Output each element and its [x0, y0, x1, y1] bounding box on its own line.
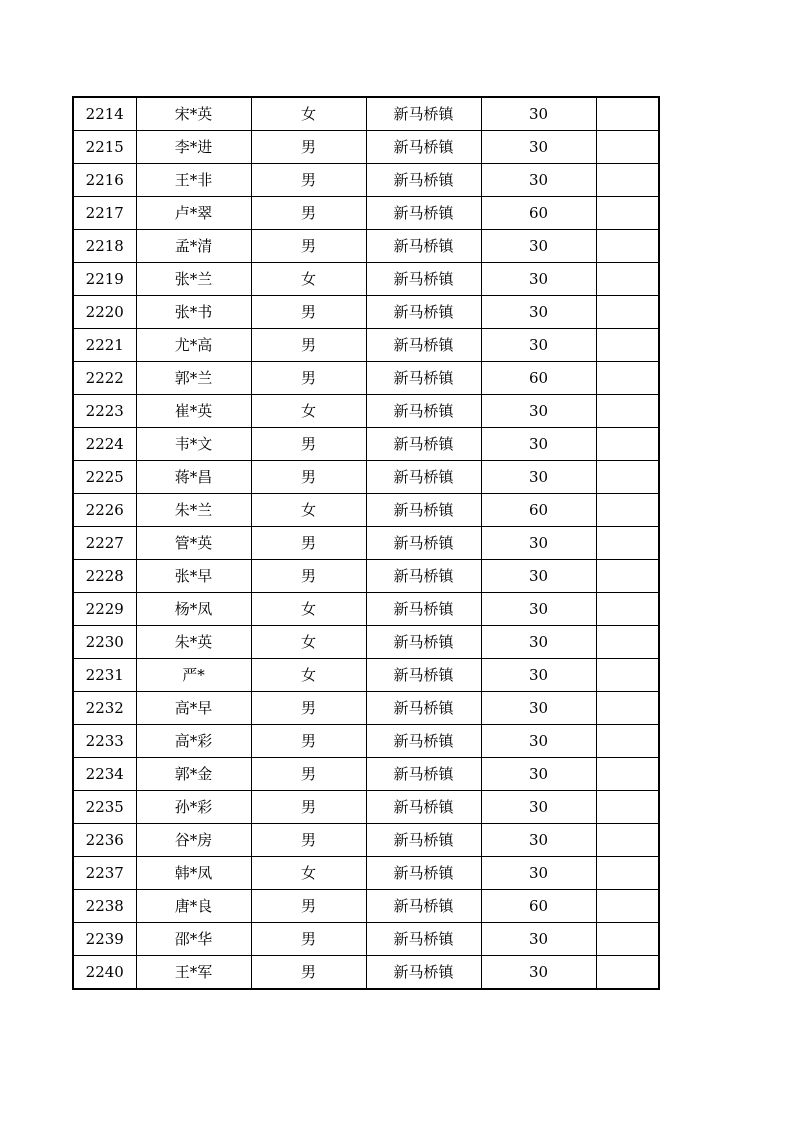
row-number-cell: 2216 — [73, 164, 136, 197]
name-cell: 孟*清 — [136, 230, 251, 263]
name-cell: 杨*凤 — [136, 593, 251, 626]
note-cell — [596, 362, 659, 395]
row-number-cell: 2230 — [73, 626, 136, 659]
town-cell: 新马桥镇 — [366, 890, 481, 923]
amount-cell: 30 — [481, 956, 596, 990]
row-number-cell: 2222 — [73, 362, 136, 395]
table-row — [73, 725, 659, 758]
table-row — [73, 593, 659, 626]
row-number-cell: 2232 — [73, 692, 136, 725]
table-row — [73, 230, 659, 263]
town-cell: 新马桥镇 — [366, 329, 481, 362]
row-number-cell: 2223 — [73, 395, 136, 428]
amount-cell: 30 — [481, 329, 596, 362]
town-cell: 新马桥镇 — [366, 758, 481, 791]
amount-cell: 30 — [481, 824, 596, 857]
amount-cell: 30 — [481, 725, 596, 758]
note-cell — [596, 725, 659, 758]
note-cell — [596, 692, 659, 725]
amount-cell: 30 — [481, 593, 596, 626]
amount-cell: 30 — [481, 659, 596, 692]
table-row — [73, 131, 659, 164]
table-row — [73, 560, 659, 593]
table-body — [73, 97, 659, 989]
gender-cell: 男 — [251, 791, 366, 824]
amount-cell: 30 — [481, 263, 596, 296]
amount-cell: 30 — [481, 164, 596, 197]
row-number-cell: 2221 — [73, 329, 136, 362]
town-cell: 新马桥镇 — [366, 230, 481, 263]
note-cell — [596, 461, 659, 494]
table-row — [73, 461, 659, 494]
row-number-cell: 2228 — [73, 560, 136, 593]
name-cell: 蒋*昌 — [136, 461, 251, 494]
table-row — [73, 263, 659, 296]
table-row — [73, 824, 659, 857]
name-cell: 严* — [136, 659, 251, 692]
name-cell: 张*兰 — [136, 263, 251, 296]
row-number-cell: 2220 — [73, 296, 136, 329]
row-number-cell: 2233 — [73, 725, 136, 758]
gender-cell: 男 — [251, 824, 366, 857]
name-cell: 高*早 — [136, 692, 251, 725]
note-cell — [596, 824, 659, 857]
note-cell — [596, 97, 659, 131]
amount-cell: 30 — [481, 527, 596, 560]
name-cell: 韦*文 — [136, 428, 251, 461]
table-row — [73, 296, 659, 329]
table-row — [73, 890, 659, 923]
amount-cell: 30 — [481, 626, 596, 659]
note-cell — [596, 494, 659, 527]
gender-cell: 男 — [251, 923, 366, 956]
note-cell — [596, 890, 659, 923]
name-cell: 孙*彩 — [136, 791, 251, 824]
note-cell — [596, 626, 659, 659]
row-number-cell: 2237 — [73, 857, 136, 890]
note-cell — [596, 131, 659, 164]
gender-cell: 男 — [251, 560, 366, 593]
gender-cell: 男 — [251, 164, 366, 197]
table-row — [73, 428, 659, 461]
note-cell — [596, 428, 659, 461]
name-cell: 郭*兰 — [136, 362, 251, 395]
amount-cell: 30 — [481, 857, 596, 890]
town-cell: 新马桥镇 — [366, 857, 481, 890]
town-cell: 新马桥镇 — [366, 626, 481, 659]
gender-cell: 女 — [251, 626, 366, 659]
gender-cell: 男 — [251, 527, 366, 560]
gender-cell: 男 — [251, 329, 366, 362]
town-cell: 新马桥镇 — [366, 560, 481, 593]
amount-cell: 30 — [481, 230, 596, 263]
row-number-cell: 2235 — [73, 791, 136, 824]
gender-cell: 女 — [251, 857, 366, 890]
gender-cell: 男 — [251, 362, 366, 395]
amount-cell: 30 — [481, 560, 596, 593]
row-number-cell: 2227 — [73, 527, 136, 560]
gender-cell: 男 — [251, 131, 366, 164]
note-cell — [596, 956, 659, 990]
table-row — [73, 164, 659, 197]
row-number-cell: 2226 — [73, 494, 136, 527]
name-cell: 张*书 — [136, 296, 251, 329]
table-row — [73, 758, 659, 791]
note-cell — [596, 857, 659, 890]
name-cell: 管*英 — [136, 527, 251, 560]
table-row — [73, 395, 659, 428]
town-cell: 新马桥镇 — [366, 197, 481, 230]
gender-cell: 男 — [251, 296, 366, 329]
table-row — [73, 626, 659, 659]
gender-cell: 女 — [251, 395, 366, 428]
note-cell — [596, 923, 659, 956]
town-cell: 新马桥镇 — [366, 362, 481, 395]
name-cell: 张*早 — [136, 560, 251, 593]
town-cell: 新马桥镇 — [366, 659, 481, 692]
table-row — [73, 494, 659, 527]
note-cell — [596, 197, 659, 230]
gender-cell: 女 — [251, 494, 366, 527]
row-number-cell: 2234 — [73, 758, 136, 791]
gender-cell: 男 — [251, 428, 366, 461]
note-cell — [596, 560, 659, 593]
gender-cell: 女 — [251, 263, 366, 296]
row-number-cell: 2229 — [73, 593, 136, 626]
note-cell — [596, 593, 659, 626]
row-number-cell: 2217 — [73, 197, 136, 230]
note-cell — [596, 659, 659, 692]
row-number-cell: 2218 — [73, 230, 136, 263]
gender-cell: 男 — [251, 461, 366, 494]
row-number-cell: 2240 — [73, 956, 136, 990]
note-cell — [596, 758, 659, 791]
name-cell: 韩*凤 — [136, 857, 251, 890]
town-cell: 新马桥镇 — [366, 692, 481, 725]
amount-cell: 30 — [481, 692, 596, 725]
name-cell: 唐*良 — [136, 890, 251, 923]
gender-cell: 男 — [251, 197, 366, 230]
table-row — [73, 791, 659, 824]
table-row — [73, 857, 659, 890]
name-cell: 谷*房 — [136, 824, 251, 857]
town-cell: 新马桥镇 — [366, 263, 481, 296]
amount-cell: 60 — [481, 197, 596, 230]
town-cell: 新马桥镇 — [366, 428, 481, 461]
amount-cell: 30 — [481, 461, 596, 494]
town-cell: 新马桥镇 — [366, 824, 481, 857]
gender-cell: 女 — [251, 593, 366, 626]
gender-cell: 男 — [251, 725, 366, 758]
table-row — [73, 956, 659, 990]
table-row — [73, 923, 659, 956]
note-cell — [596, 791, 659, 824]
name-cell: 王*军 — [136, 956, 251, 990]
amount-cell: 60 — [481, 362, 596, 395]
amount-cell: 60 — [481, 890, 596, 923]
amount-cell: 30 — [481, 296, 596, 329]
row-number-cell: 2219 — [73, 263, 136, 296]
gender-cell: 男 — [251, 890, 366, 923]
amount-cell: 30 — [481, 923, 596, 956]
gender-cell: 女 — [251, 97, 366, 131]
amount-cell: 30 — [481, 791, 596, 824]
amount-cell: 30 — [481, 97, 596, 131]
town-cell: 新马桥镇 — [366, 527, 481, 560]
town-cell: 新马桥镇 — [366, 131, 481, 164]
row-number-cell: 2231 — [73, 659, 136, 692]
table-row — [73, 329, 659, 362]
table-row — [73, 362, 659, 395]
note-cell — [596, 527, 659, 560]
town-cell: 新马桥镇 — [366, 956, 481, 990]
table-row — [73, 97, 659, 131]
row-number-cell: 2225 — [73, 461, 136, 494]
name-cell: 尤*高 — [136, 329, 251, 362]
note-cell — [596, 395, 659, 428]
note-cell — [596, 296, 659, 329]
town-cell: 新马桥镇 — [366, 725, 481, 758]
name-cell: 郭*金 — [136, 758, 251, 791]
town-cell: 新马桥镇 — [366, 97, 481, 131]
note-cell — [596, 164, 659, 197]
name-cell: 朱*兰 — [136, 494, 251, 527]
amount-cell: 30 — [481, 428, 596, 461]
town-cell: 新马桥镇 — [366, 461, 481, 494]
note-cell — [596, 329, 659, 362]
row-number-cell: 2214 — [73, 97, 136, 131]
table-row — [73, 197, 659, 230]
gender-cell: 男 — [251, 692, 366, 725]
table-row — [73, 527, 659, 560]
name-cell: 高*彩 — [136, 725, 251, 758]
amount-cell: 30 — [481, 131, 596, 164]
gender-cell: 男 — [251, 956, 366, 990]
amount-cell: 30 — [481, 395, 596, 428]
subsidy-roster-table — [72, 96, 660, 990]
town-cell: 新马桥镇 — [366, 395, 481, 428]
name-cell: 朱*英 — [136, 626, 251, 659]
table-row — [73, 659, 659, 692]
row-number-cell: 2239 — [73, 923, 136, 956]
note-cell — [596, 263, 659, 296]
town-cell: 新马桥镇 — [366, 164, 481, 197]
amount-cell: 60 — [481, 494, 596, 527]
town-cell: 新马桥镇 — [366, 923, 481, 956]
name-cell: 卢*翠 — [136, 197, 251, 230]
name-cell: 宋*英 — [136, 97, 251, 131]
name-cell: 王*非 — [136, 164, 251, 197]
gender-cell: 男 — [251, 230, 366, 263]
note-cell — [596, 230, 659, 263]
row-number-cell: 2236 — [73, 824, 136, 857]
row-number-cell: 2215 — [73, 131, 136, 164]
town-cell: 新马桥镇 — [366, 296, 481, 329]
table-row — [73, 692, 659, 725]
gender-cell: 女 — [251, 659, 366, 692]
name-cell: 邵*华 — [136, 923, 251, 956]
amount-cell: 30 — [481, 758, 596, 791]
town-cell: 新马桥镇 — [366, 494, 481, 527]
name-cell: 李*进 — [136, 131, 251, 164]
town-cell: 新马桥镇 — [366, 593, 481, 626]
name-cell: 崔*英 — [136, 395, 251, 428]
town-cell: 新马桥镇 — [366, 791, 481, 824]
gender-cell: 男 — [251, 758, 366, 791]
row-number-cell: 2238 — [73, 890, 136, 923]
row-number-cell: 2224 — [73, 428, 136, 461]
